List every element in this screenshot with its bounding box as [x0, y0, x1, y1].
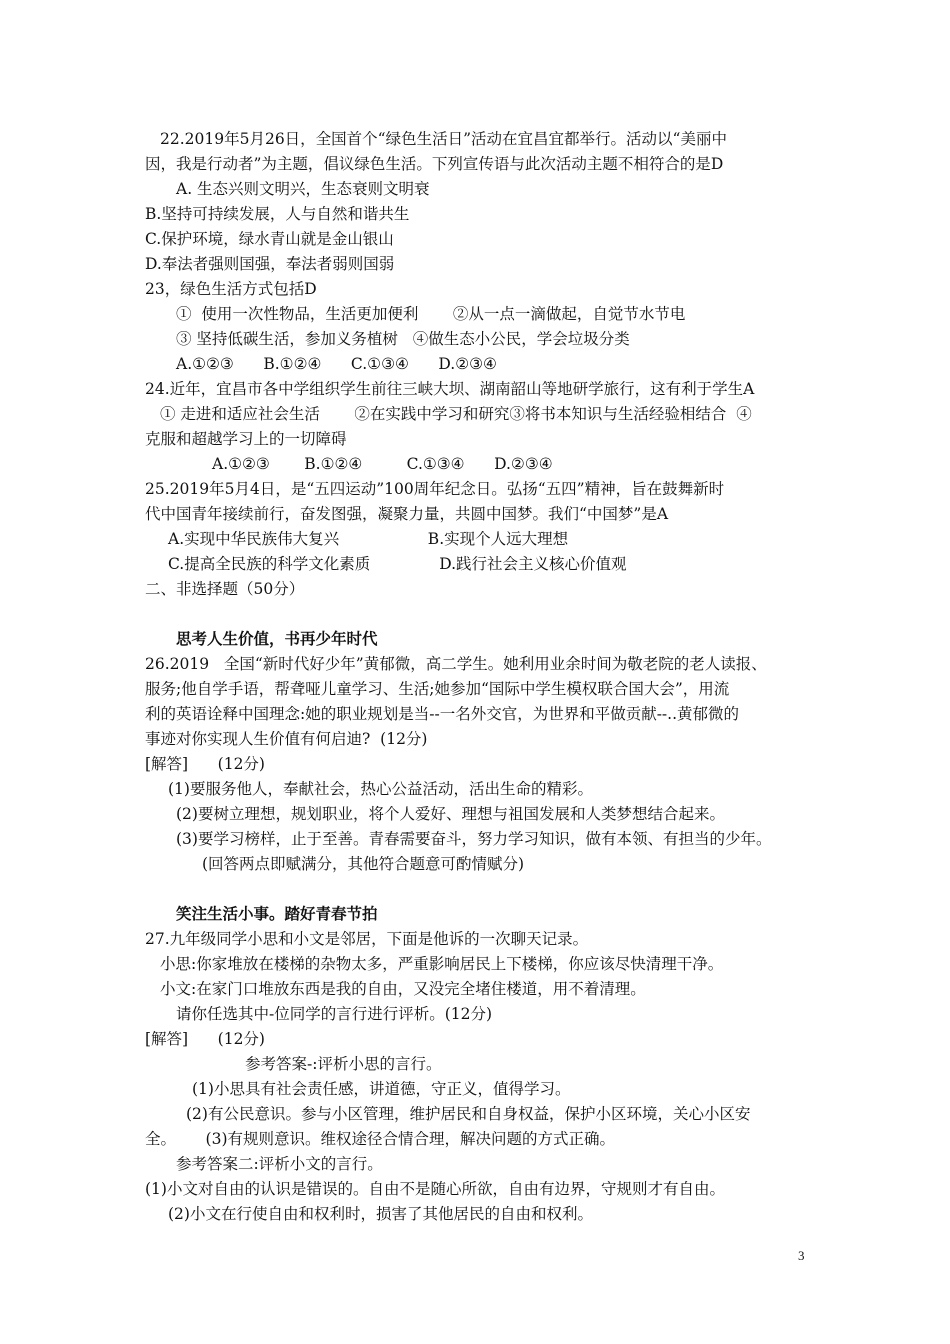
- q23-options: A.①②③ B.①②④ C.①③④ D.②③④: [176, 355, 497, 373]
- page-number: 3: [798, 1248, 805, 1263]
- q27-reference-1-item-1: (1)小思具有社会责任感，讲道德，守正义，值得学习。: [192, 1080, 571, 1098]
- q27-xiaosi: 小思:你家堆放在楼梯的杂物太多，严重影响居民上下楼梯，你应该尽快清理干净。: [160, 955, 724, 973]
- q26-line-1: 26.2019 全国“新时代好少年”黄郁微，高二学生。她利用业余时间为敬老院的老人读报、: [145, 655, 767, 673]
- q27-xiaowen: 小文:在家门口堆放东西是我的自由，又没完全堵住楼道，用不着清理。: [160, 980, 646, 998]
- topic-title-2: 笑注生活小事。踏好青春节拍: [176, 904, 378, 923]
- q24-items-2: 克服和超越学习上的一切障碍: [145, 430, 347, 448]
- q22-line-2: 因，我是行动者”为主题，倡议绿色生活。下列宣传语与此次活动主题不相符合的是D: [145, 155, 724, 173]
- q27-reference-1-item-3: 全。 (3)有规则意识。维权途径合情合理，解决问题的方式正确。: [145, 1130, 616, 1148]
- q27-reference-2-item-2: (2)小文在行使自由和权利时，损害了其他居民的自由和权利。: [168, 1205, 593, 1223]
- q23-items-2: ③ 坚持低碳生活，参加义务植树 ④做生态小公民，学会垃圾分类: [176, 330, 630, 348]
- q26-line-2: 服务;他自学手语，帮聋哑儿童学习、生活;她参加“国际中学生模权联合国大会”，用流: [145, 680, 730, 698]
- q22-option-b: B.坚持可持续发展，人与自然和谐共生: [145, 205, 410, 223]
- q24-stem: 24.近年，宜昌市各中学组织学生前往三峡大坝、湖南韶山等地研学旅行，这有利于学生A: [145, 380, 755, 398]
- q23-stem: 23，绿色生活方式包括D: [145, 280, 317, 298]
- q27-stem: 27.九年级同学小思和小文是邻居，下面是他诉的一次聊天记录。: [145, 930, 589, 948]
- q26-answer-3: (3)要学习榜样，止于至善。青春需要奋斗，努力学习知识，做有本领、有担当的少年。: [176, 830, 772, 848]
- q27-reference-2-title: 参考答案二:评析小文的言行。: [176, 1155, 383, 1173]
- q22-option-a: A. 生态兴则文明兴，生态衰则文明衰: [176, 180, 430, 198]
- q27-reference-1-title: 参考答案-:评析小思的言行。: [245, 1055, 442, 1073]
- q25-line-2: 代中国青年接续前行，奋发图强，凝聚力量，共圆中国梦。我们“中国梦”是A: [145, 505, 669, 523]
- topic-title-1: 思考人生价值，书再少年时代: [176, 629, 378, 648]
- q26-line-4: 事迹对你实现人生价值有何启迪? (12分): [145, 730, 428, 748]
- q22-option-d: D.奉法者强则国强，奉法者弱则国弱: [145, 255, 395, 273]
- q25-line-1: 25.2019年5月4日，是“五四运动”100周年纪念日。弘扬“五四”精神，旨在鼓舞新时: [145, 480, 725, 498]
- section-heading: 二、非选择题（50分）: [145, 580, 305, 598]
- q22-line-1: 22.2019年5月26日，全国首个“绿色生活日”活动在宜昌宜都举行。活动以“美丽中: [160, 130, 727, 148]
- q27-reference-1-item-2: (2)有公民意识。参与小区管理，维护居民和自身权益，保护小区环境，关心小区安: [186, 1105, 751, 1123]
- q22-option-c: C.保护环境，绿水青山就是金山银山: [145, 230, 394, 248]
- q27-task: 请你任选其中-位同学的言行进行评析。(12分): [176, 1005, 493, 1023]
- q26-scoring-note: (回答两点即赋满分，其他符合题意可酌情赋分): [202, 855, 525, 873]
- q26-answer-2: (2)要树立理想，规划职业，将个人爱好、理想与祖国发展和人类梦想结合起来。: [176, 805, 725, 823]
- q27-reference-2-item-1: (1)小文对自由的认识是错误的。自由不是随心所欲，自由有边界，守规则才有自由。: [145, 1180, 725, 1198]
- q24-options: A.①②③ B.①②④ C.①③④ D.②③④: [212, 455, 553, 473]
- q26-line-3: 利的英语诠释中国理念:她的职业规划是当--一名外交官，为世界和平做贡献--..黄郁微的: [145, 705, 740, 723]
- q25-options-cd: C.提高全民族的科学文化素质 D.践行社会主义核心价值观: [168, 555, 627, 573]
- q26-answer-label: [解答] (12分): [145, 755, 265, 773]
- q24-items-1: ① 走进和适应社会生活 ②在实践中学习和研究③将书本知识与生活经验相结合 ④: [160, 405, 752, 423]
- q26-answer-1: (1)要服务他人，奉献社会，热心公益活动，活出生命的精彩。: [168, 780, 593, 798]
- q23-items-1: ① 使用一次性物品，生活更加便利 ②从一点一滴做起，自觉节水节电: [176, 305, 686, 323]
- q25-options-ab: A.实现中华民族伟大复兴 B.实现个人远大理想: [168, 530, 569, 548]
- q27-answer-label: [解答] (12分): [145, 1030, 265, 1048]
